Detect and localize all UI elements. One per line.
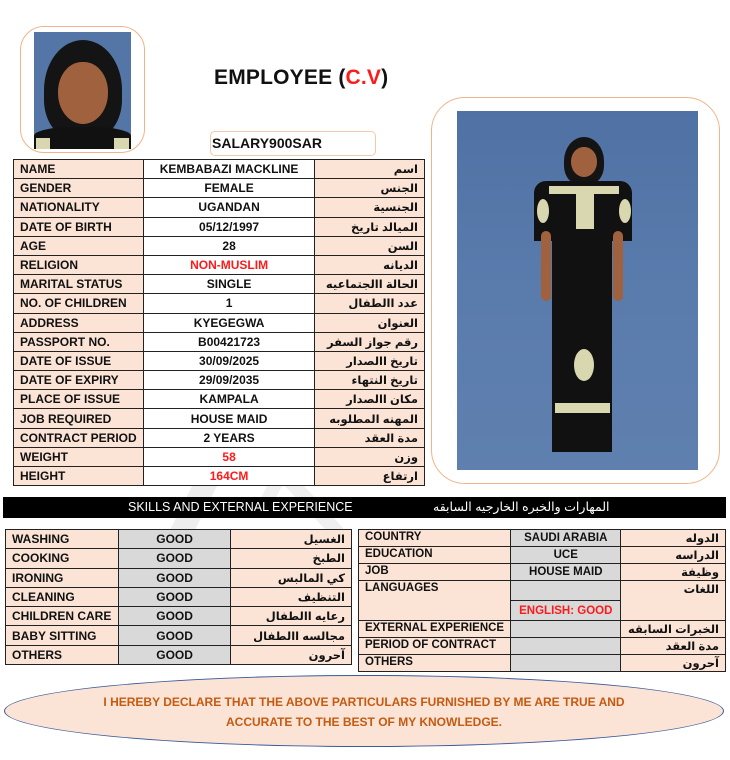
experience-table [358, 529, 726, 672]
row-label-ar: التنظيف [231, 587, 352, 606]
row-label: NATIONALITY [14, 198, 144, 217]
row-value: 28 [143, 236, 314, 255]
row-label: WEIGHT [14, 447, 144, 466]
row-label-ar: تاريخ االصدار [315, 351, 425, 370]
table-row [14, 447, 425, 466]
row-value: UGANDAN [143, 198, 314, 217]
row-label: EDUCATION [359, 547, 511, 564]
section-title-ar: المهارات والخبره الخارجيه السابقه [433, 500, 610, 514]
row-value: GOOD [118, 568, 230, 587]
row-label-ar: آحرون [621, 655, 726, 672]
table-row [6, 626, 352, 645]
full-body-photo-frame [431, 97, 720, 484]
table-row [14, 255, 425, 274]
personal-info-table [13, 159, 425, 486]
row-label: OTHERS [6, 645, 119, 664]
row-value: GOOD [118, 549, 230, 568]
row-value: KAMPALA [143, 390, 314, 409]
row-label: COUNTRY [359, 530, 511, 547]
row-label: DATE OF BIRTH [14, 217, 144, 236]
table-row [14, 428, 425, 447]
table-row [14, 236, 425, 255]
row-value: GOOD [118, 587, 230, 606]
page-title: EMPLOYEE (C.V) [214, 66, 389, 89]
table-row-others [359, 655, 726, 672]
table-row [14, 275, 425, 294]
row-value: 2 YEARS [143, 428, 314, 447]
row-label-ar: وظيفة [621, 564, 726, 581]
table-row-country [359, 530, 726, 547]
row-label-ar: اللغات [621, 581, 726, 621]
row-label-ar: الحالة االجتماعيه [315, 275, 425, 294]
row-label-ar: الدراسه [621, 547, 726, 564]
full-body-photo [457, 111, 698, 470]
table-row [14, 217, 425, 236]
table-row [14, 371, 425, 390]
section-title-en: SKILLS AND EXTERNAL EXPERIENCE [128, 500, 353, 514]
row-label-ar: العنوان [315, 313, 425, 332]
row-label: AGE [14, 236, 144, 255]
row-value: UCE [511, 547, 621, 564]
declaration-line-2: ACCURATE TO THE BEST OF MY KNOWLEDGE. [225, 715, 502, 729]
declaration-line-1: I HEREBY DECLARE THAT THE ABOVE PARTICULARS FURNISHED BY ME ARE TRUE AND [103, 695, 625, 709]
table-row [14, 179, 425, 198]
row-label: DATE OF EXPIRY [14, 371, 144, 390]
row-label: IRONING [6, 568, 119, 587]
row-value: 1 [143, 294, 314, 313]
row-label-ar: الدوله [621, 530, 726, 547]
row-value: HOUSE MAID [143, 409, 314, 428]
row-value: GOOD [118, 530, 230, 549]
row-label-ar: رقم جواز السفر [315, 332, 425, 351]
row-label: HEIGHT [14, 467, 144, 486]
row-label: BABY SITTING [6, 626, 119, 645]
row-label: RELIGION [14, 255, 144, 274]
row-label-ar: وزن [315, 447, 425, 466]
row-label: PLACE OF ISSUE [14, 390, 144, 409]
row-label-ar: عدد االطفال [315, 294, 425, 313]
row-label-ar: الجنس [315, 179, 425, 198]
row-label: NAME [14, 160, 144, 179]
row-value: GOOD [118, 645, 230, 664]
row-label: EXTERNAL EXPERIENCE [359, 621, 511, 638]
portrait-photo [34, 32, 131, 149]
row-label: NO. OF CHILDREN [14, 294, 144, 313]
table-row-languages [359, 581, 726, 601]
row-label: OTHERS [359, 655, 511, 672]
skills-table [5, 529, 352, 665]
row-value: GOOD [118, 626, 230, 645]
row-label-ar: ارتفاع [315, 467, 425, 486]
row-label-ar: مكان االصدار [315, 390, 425, 409]
row-label: JOB REQUIRED [14, 409, 144, 428]
row-label-ar: اسم [315, 160, 425, 179]
row-value: 164CM [143, 467, 314, 486]
table-row-education [359, 547, 726, 564]
row-label-ar: مدة العقد [315, 428, 425, 447]
row-label-ar: مجالسه االطفال [231, 626, 352, 645]
language-value: ENGLISH: GOOD [511, 601, 621, 621]
row-label-ar: الميالد تاريخ [315, 217, 425, 236]
row-label-ar: المهنه المطلوبه [315, 409, 425, 428]
row-label: PASSPORT NO. [14, 332, 144, 351]
row-label-ar: الغسيل [231, 530, 352, 549]
row-value: KEMBABAZI MACKLINE [143, 160, 314, 179]
row-value: 58 [143, 447, 314, 466]
row-value: HOUSE MAID [511, 564, 621, 581]
row-label-ar: السن [315, 236, 425, 255]
row-label: MARITAL STATUS [14, 275, 144, 294]
table-row [14, 198, 425, 217]
row-label: WASHING [6, 530, 119, 549]
row-label-ar: مدة العقد [621, 638, 726, 655]
table-row [14, 409, 425, 428]
row-value: NON-MUSLIM [143, 255, 314, 274]
row-value: 05/12/1997 [143, 217, 314, 236]
row-value: KYEGEGWA [143, 313, 314, 332]
table-row [6, 530, 352, 549]
row-label: DATE OF ISSUE [14, 351, 144, 370]
row-value [511, 655, 621, 672]
row-value [511, 581, 621, 601]
row-label-ar: تاريخ النتهاء [315, 371, 425, 390]
row-label-ar: الجنسية [315, 198, 425, 217]
row-label-ar: الخبرات السابقه [621, 621, 726, 638]
row-value: 30/09/2025 [143, 351, 314, 370]
row-value: FEMALE [143, 179, 314, 198]
table-row [6, 587, 352, 606]
table-row [6, 607, 352, 626]
row-label-ar: الديانه [315, 255, 425, 274]
row-value: GOOD [118, 607, 230, 626]
table-row-external [359, 621, 726, 638]
row-label: CHILDREN CARE [6, 607, 119, 626]
row-label: LANGUAGES [359, 581, 511, 621]
row-label-ar: رعايه االطفال [231, 607, 352, 626]
row-label: CONTRACT PERIOD [14, 428, 144, 447]
table-row [14, 390, 425, 409]
table-row [6, 549, 352, 568]
row-label: JOB [359, 564, 511, 581]
row-label-ar: الطبخ [231, 549, 352, 568]
declaration-oval [4, 675, 724, 747]
salary-box: SALARY900SAR [210, 131, 376, 156]
portrait-photo-frame [20, 26, 145, 153]
table-row [14, 351, 425, 370]
row-label-ar: آحرون [231, 645, 352, 664]
title-accent: C.V [345, 66, 382, 89]
table-row [14, 313, 425, 332]
row-value: 29/09/2035 [143, 371, 314, 390]
section-header-band [3, 497, 726, 518]
row-label: CLEANING [6, 587, 119, 606]
table-row-period [359, 638, 726, 655]
table-row [6, 568, 352, 587]
row-label: GENDER [14, 179, 144, 198]
row-label: ADDRESS [14, 313, 144, 332]
table-row [14, 294, 425, 313]
table-row-job [359, 564, 726, 581]
table-row [14, 332, 425, 351]
row-value: B00421723 [143, 332, 314, 351]
row-value: SINGLE [143, 275, 314, 294]
table-row [14, 160, 425, 179]
row-label: PERIOD OF CONTRACT [359, 638, 511, 655]
row-label-ar: كي المالبس [231, 568, 352, 587]
table-row [6, 645, 352, 664]
row-value: SAUDI ARABIA [511, 530, 621, 547]
row-label: COOKING [6, 549, 119, 568]
row-value [511, 638, 621, 655]
table-row [14, 467, 425, 486]
row-value [511, 621, 621, 638]
